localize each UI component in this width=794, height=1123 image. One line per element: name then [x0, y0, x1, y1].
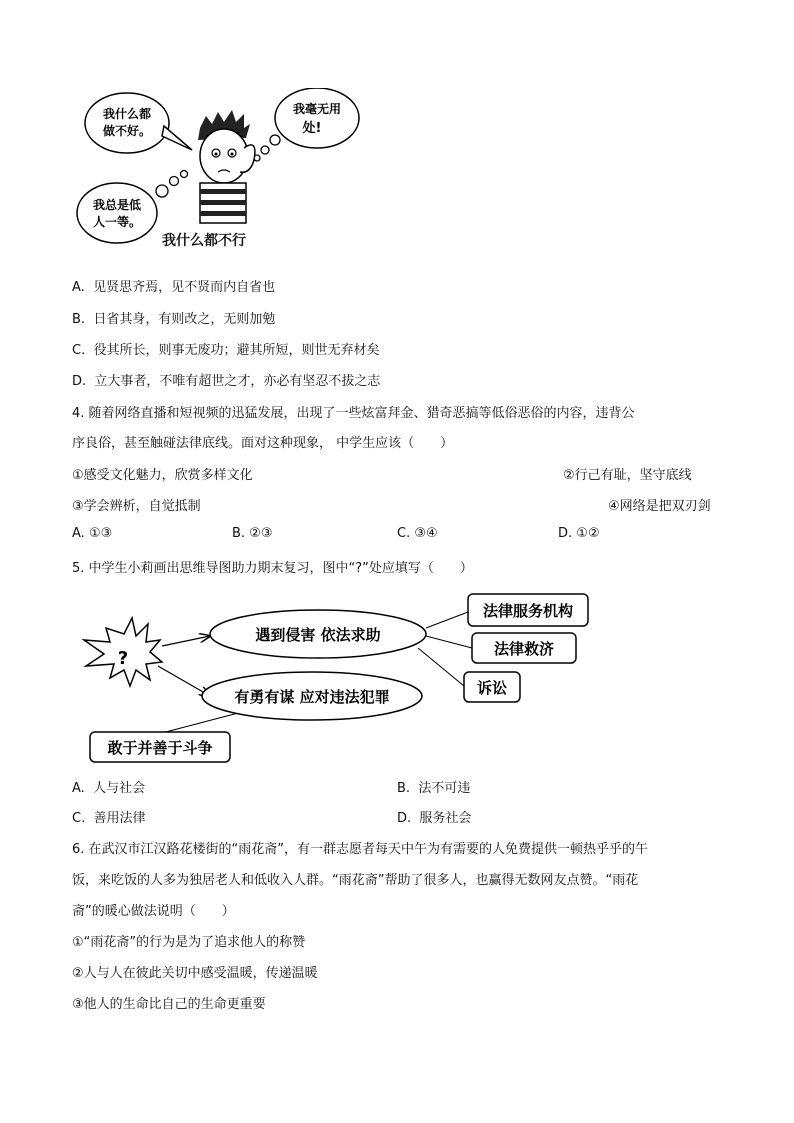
bubble-left-top-line1: 我什么都	[102, 107, 152, 121]
option-text: ①③	[88, 526, 113, 541]
option-label: B.	[232, 526, 246, 541]
option-label: D.	[72, 374, 87, 389]
option-label: C.	[72, 811, 86, 826]
q4-statement-2: ②行己有耻，坚守底线	[563, 468, 692, 483]
option-label: B.	[397, 781, 411, 796]
q6-statement-1: ①“雨花斋”的行为是为了追求他人的称赞	[72, 935, 306, 950]
q5-stem: 5. 中学生小莉画出思维导图助力期末复习，图中“?”处应填写（ ）	[72, 561, 473, 576]
option-text: 见贤思齐焉，见不贤而内自省也	[93, 280, 276, 295]
thought-dot	[170, 177, 179, 186]
q5-option-d[interactable]	[397, 807, 471, 826]
connector-line	[426, 636, 472, 648]
mind-map-svg	[80, 588, 600, 768]
bubble-left-top-line2: 做不好。	[102, 124, 152, 138]
thought-dot	[261, 146, 269, 154]
option-label: D.	[397, 811, 412, 826]
leaf-3-label: 诉讼	[476, 679, 508, 697]
cartoon-illustration	[72, 88, 372, 263]
option-label: C.	[72, 343, 86, 358]
option-label: A.	[72, 526, 85, 541]
connector-arrow	[158, 666, 210, 696]
thought-bubble-right	[275, 88, 359, 148]
thought-dot	[181, 171, 188, 178]
connector-arrow	[162, 636, 210, 646]
q3-option-a[interactable]	[72, 276, 275, 295]
option-label: C.	[397, 526, 411, 541]
q3-option-d[interactable]	[72, 370, 380, 389]
option-text: 日省其身，有则改之，无则加勉	[93, 312, 276, 327]
q6-stem-line3: 斋”的暖心做法说明（ ）	[72, 904, 235, 919]
mind-map-diagram	[80, 588, 600, 768]
option-text: 役其所长，则事无废功；避其所短，则世无弃材矣	[93, 343, 380, 358]
cartoon-caption: 我什么都不行	[162, 233, 246, 249]
bubble-tail	[162, 126, 192, 150]
thought-dot	[156, 185, 168, 197]
connector-line	[426, 612, 468, 628]
connector-line	[158, 712, 242, 734]
option-text: 法不可违	[418, 781, 471, 796]
q4-statement-4: ④网络是把双刃剑	[608, 499, 711, 514]
option-text: ③④	[414, 526, 438, 541]
q3-option-c[interactable]	[72, 339, 380, 358]
option-text: 立大事者，不唯有超世之才，亦必有坚忍不拔之志	[94, 374, 381, 389]
bubble-left-bottom-line1: 我总是低	[92, 198, 142, 212]
option-label: A.	[72, 781, 85, 796]
q5-option-b[interactable]	[397, 777, 470, 796]
q6-stem-line1: 6. 在武汉市江汉路花楼街的“雨花斋”，有一群志愿者每天中午为有需要的人免费提供一顿热乎乎的午	[72, 842, 649, 857]
q4-option-d[interactable]	[558, 526, 600, 541]
q5-option-a[interactable]	[72, 777, 145, 796]
leaf-2-label: 法律救济	[493, 640, 555, 658]
q4-statement-3: ③学会辨析，自觉抵制	[72, 499, 201, 514]
option-text: ①②	[576, 526, 600, 541]
bubble-right-line1: 我毫无用	[292, 102, 342, 116]
option-text: 善用法律	[93, 811, 146, 826]
q4-stem-line1: 4. 随着网络直播和短视频的迅猛发展，出现了一些炫富拜金、猎奇恶搞等低俗恶俗的内容，违背公	[72, 406, 635, 421]
leaf-4-label: 敢于并善于斗争	[107, 739, 213, 757]
bubble-right-line2: 处!	[302, 121, 322, 136]
q5-option-c[interactable]	[72, 807, 146, 826]
q4-option-c[interactable]	[397, 526, 438, 541]
node-bottom-label: 有勇有谋 应对违法犯罪	[234, 688, 390, 706]
option-label: B.	[72, 312, 86, 327]
center-question-mark: ?	[117, 648, 129, 669]
option-text: 人与社会	[93, 781, 146, 796]
option-label: A.	[72, 280, 85, 295]
option-label: D.	[558, 526, 573, 541]
bubble-left-bottom-line2: 人一等。	[92, 215, 142, 229]
q4-stem-line2: 序良俗，甚至触碰法律底线。面对这种现象， 中学生应该（ ）	[72, 436, 454, 451]
q4-option-a[interactable]	[72, 526, 112, 541]
q4-option-b[interactable]	[232, 526, 273, 541]
option-text: ②③	[249, 526, 273, 541]
q6-statement-2: ②人与人在彼此关切中感受温暖，传递温暖	[72, 966, 318, 981]
thought-bubble-left-bottom	[77, 183, 157, 243]
worried-boy-figure	[198, 110, 255, 223]
q4-statement-1: ①感受文化魅力，欣赏多样文化	[72, 468, 253, 483]
node-top-label: 遇到侵害 依法求助	[255, 626, 381, 644]
leaf-1-label: 法律服务机构	[482, 602, 574, 620]
q3-option-b[interactable]	[72, 308, 275, 327]
speech-bubble-left-top	[85, 93, 169, 153]
thought-dot	[270, 135, 280, 145]
q6-stem-line2: 饭，来吃饭的人多为独居老人和低收入人群。“雨花斋”帮助了很多人，也赢得无数网友点赞。“雨花	[72, 873, 639, 888]
q6-statement-3: ③他人的生命比自己的生命更重要	[72, 997, 266, 1012]
connector-line	[418, 648, 464, 686]
option-text: 服务社会	[419, 811, 472, 826]
